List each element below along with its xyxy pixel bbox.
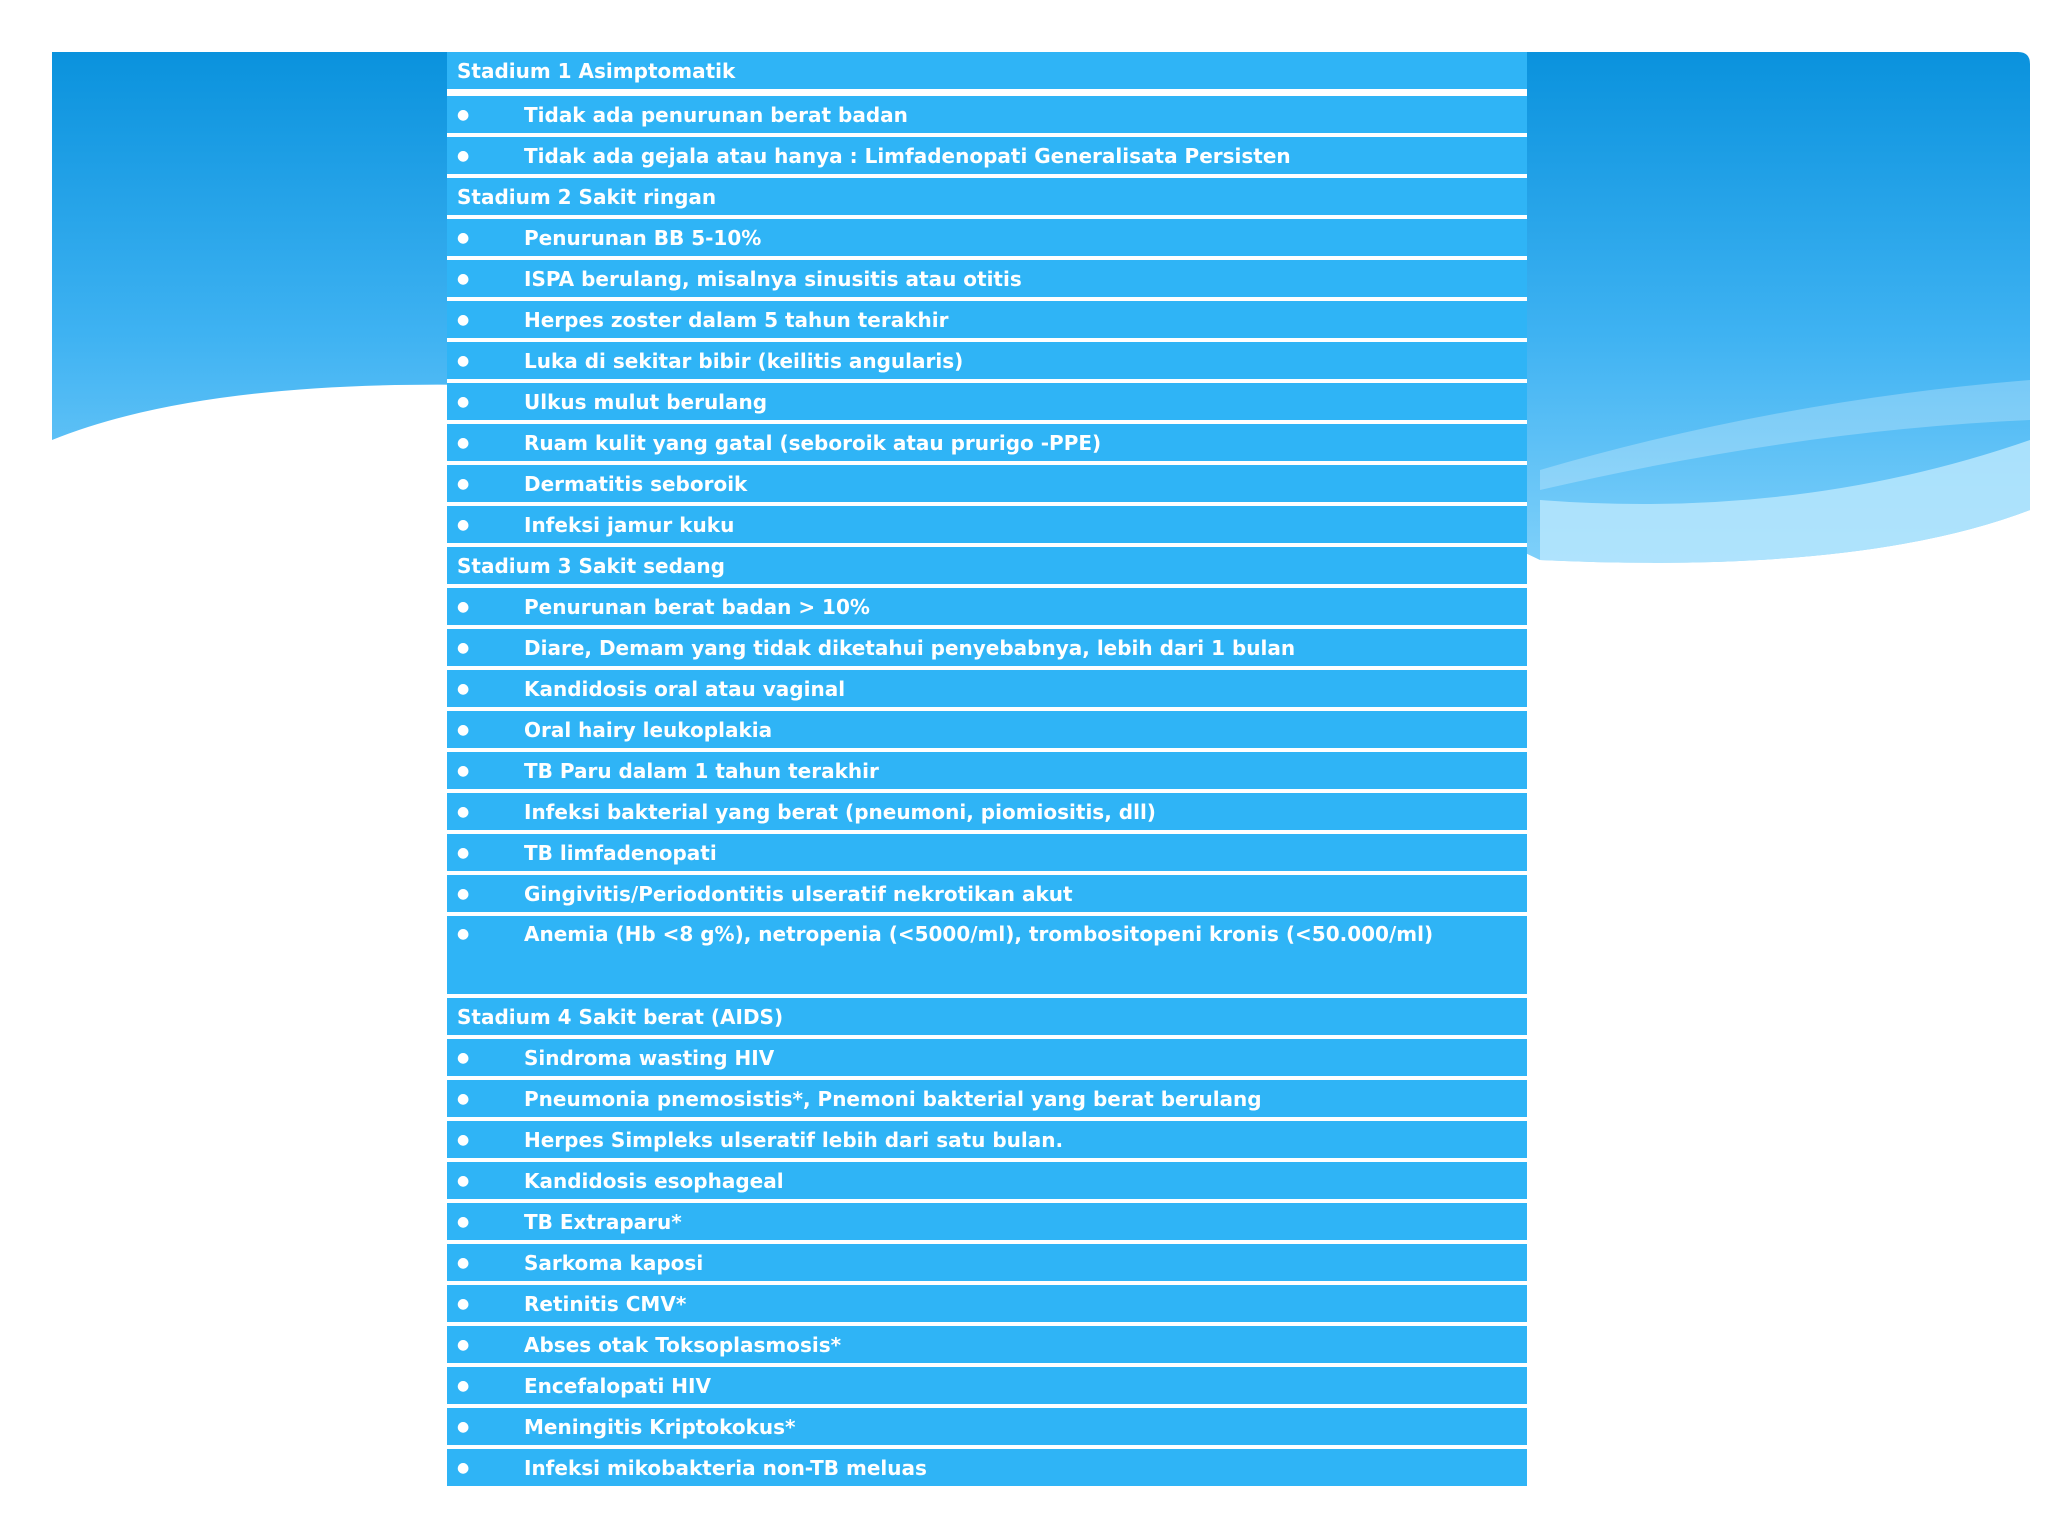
- symptom-row: [447, 1367, 1527, 1408]
- stage-header: Stadium 4 Sakit berat (AIDS): [447, 998, 1527, 1039]
- symptom-row: [447, 1244, 1527, 1285]
- symptom-text: Herpes zoster dalam 5 tahun terakhir: [524, 307, 949, 332]
- symptom-text: Infeksi jamur kuku: [524, 512, 735, 537]
- symptom-row: [447, 1449, 1527, 1490]
- symptom-text: Dermatitis seboroik: [524, 471, 748, 496]
- symptom-text: Infeksi mikobakteria non-TB meluas: [524, 1455, 927, 1480]
- symptom-row: [447, 465, 1527, 506]
- symptom-row: [447, 588, 1527, 629]
- symptom-row: [447, 1039, 1527, 1080]
- bullet-icon: ●: [457, 598, 470, 615]
- bullet-icon: ●: [457, 147, 470, 164]
- symptom-text: Ruam kulit yang gatal (seboroik atau prurigo -PPE): [524, 430, 1102, 455]
- bullet-icon: ●: [457, 1090, 470, 1107]
- symptom-text: Tidak ada gejala atau hanya : Limfadenopati Generalisata Persisten: [524, 143, 1291, 168]
- symptom-text: TB Paru dalam 1 tahun terakhir: [524, 758, 879, 783]
- bullet-icon: ●: [457, 1254, 470, 1271]
- symptom-row: [447, 301, 1527, 342]
- symptom-text: Gingivitis/Periodontitis ulseratif nekrotikan akut: [524, 881, 1073, 906]
- symptom-text: Oral hairy leukoplakia: [524, 717, 773, 742]
- symptom-row: [447, 260, 1527, 301]
- symptom-row: [447, 793, 1527, 834]
- bullet-icon: ●: [457, 680, 470, 697]
- symptom-row: [447, 916, 1527, 998]
- bullet-icon: ●: [457, 229, 470, 246]
- symptom-text: ISPA berulang, misalnya sinusitis atau otitis: [524, 266, 1022, 291]
- symptom-row: [447, 383, 1527, 424]
- symptom-text: Sindroma wasting HIV: [524, 1045, 775, 1070]
- symptom-text: Penurunan berat badan > 10%: [524, 594, 870, 619]
- symptom-text: Pneumonia pnemosistis*, Pnemoni bakterial yang berat berulang: [524, 1086, 1262, 1111]
- bullet-icon: ●: [457, 926, 470, 942]
- symptom-row: [447, 137, 1527, 178]
- bullet-icon: ●: [457, 434, 470, 451]
- symptom-text: Diare, Demam yang tidak diketahui penyebabnya, lebih dari 1 bulan: [524, 635, 1296, 660]
- symptom-row: [447, 1326, 1527, 1367]
- symptom-text: Encefalopati HIV: [524, 1373, 711, 1398]
- symptom-text: Sarkoma kaposi: [524, 1250, 704, 1275]
- bullet-icon: ●: [457, 393, 470, 410]
- bullet-icon: ●: [457, 1172, 470, 1189]
- symptom-row: [447, 342, 1527, 383]
- bullet-icon: ●: [457, 1377, 470, 1394]
- bullet-icon: ●: [457, 475, 470, 492]
- bullet-icon: ●: [457, 1049, 470, 1066]
- symptom-text: Abses otak Toksoplasmosis*: [524, 1332, 842, 1357]
- stage-rows: [447, 52, 1527, 1490]
- symptom-row: [447, 1203, 1527, 1244]
- bullet-icon: ●: [457, 1336, 470, 1353]
- bullet-icon: ●: [457, 885, 470, 902]
- bullet-icon: ●: [457, 639, 470, 656]
- bullet-icon: ●: [457, 721, 470, 738]
- bullet-icon: ●: [457, 1295, 470, 1312]
- symptom-row: [447, 875, 1527, 916]
- symptom-row: [447, 219, 1527, 260]
- symptom-row: [447, 834, 1527, 875]
- stage-header: Stadium 3 Sakit sedang: [447, 547, 1527, 588]
- bullet-icon: ●: [457, 516, 470, 533]
- stage-header: Stadium 2 Sakit ringan: [447, 178, 1527, 219]
- stage-header: Stadium 1 Asimptomatik: [447, 52, 1527, 96]
- symptom-row: [447, 670, 1527, 711]
- symptom-text: Meningitis Kriptokokus*: [524, 1414, 796, 1439]
- bullet-icon: ●: [457, 1459, 470, 1476]
- symptom-row: [447, 1121, 1527, 1162]
- symptom-row: [447, 629, 1527, 670]
- bullet-icon: ●: [457, 1213, 470, 1230]
- bullet-icon: ●: [457, 106, 470, 123]
- symptom-text: Infeksi bakterial yang berat (pneumoni, piomiositis, dll): [524, 799, 1156, 824]
- symptom-row: [447, 506, 1527, 547]
- symptom-row: [447, 1080, 1527, 1121]
- symptom-text: Herpes Simpleks ulseratif lebih dari satu bulan.: [524, 1127, 1064, 1152]
- symptom-row: [447, 1285, 1527, 1326]
- bullet-icon: ●: [457, 844, 470, 861]
- symptom-text: TB Extraparu*: [524, 1209, 682, 1234]
- symptom-text: Kandidosis oral atau vaginal: [524, 676, 846, 701]
- symptom-text: TB limfadenopati: [524, 840, 717, 865]
- symptom-row: [447, 96, 1527, 137]
- symptom-text: Kandidosis esophageal: [524, 1168, 784, 1193]
- symptom-row: [447, 752, 1527, 793]
- bullet-icon: ●: [457, 352, 470, 369]
- symptom-row: [447, 1408, 1527, 1449]
- symptom-text: Luka di sekitar bibir (keilitis angularis): [524, 348, 964, 373]
- symptom-text: Penurunan BB 5-10%: [524, 225, 762, 250]
- symptom-text: Retinitis CMV*: [524, 1291, 687, 1316]
- symptom-row: [447, 711, 1527, 752]
- symptom-row: [447, 424, 1527, 465]
- bullet-icon: ●: [457, 762, 470, 779]
- symptom-text: Anemia (Hb <8 g%), netropenia (<5000/ml), trombositopeni kronis (<50.000/ml): [524, 922, 1434, 946]
- bullet-icon: ●: [457, 1418, 470, 1435]
- bullet-icon: ●: [457, 1131, 470, 1148]
- bullet-icon: ●: [457, 270, 470, 287]
- symptom-text: Ulkus mulut berulang: [524, 389, 768, 414]
- bullet-icon: ●: [457, 311, 470, 328]
- bullet-icon: ●: [457, 803, 470, 820]
- symptom-text: Tidak ada penurunan berat badan: [524, 102, 908, 127]
- symptom-row: [447, 1162, 1527, 1203]
- hiv-stage-table: [447, 52, 1527, 1490]
